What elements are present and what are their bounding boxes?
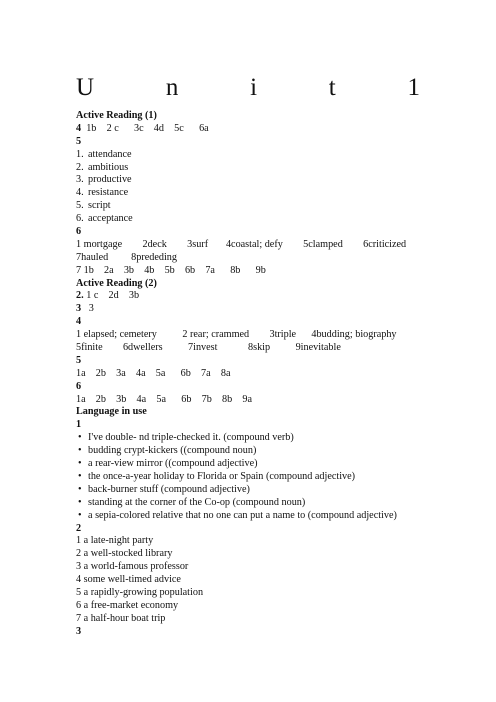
answer-line <box>76 535 420 548</box>
line-text: 1 elapsed; cemetery 2 rear; crammed 3triple 4budding; biography <box>76 329 397 341</box>
line-text: 3 <box>81 303 94 315</box>
line-text: resistance <box>88 187 129 199</box>
answer-line <box>76 149 420 162</box>
title-letter: i <box>250 74 258 101</box>
answer-line <box>76 187 420 200</box>
exercise-number: 6 <box>76 380 82 392</box>
line-text: 7 1b 2a 3b 4b 5b 6b 7a 8b 9b <box>76 264 266 276</box>
line-text: 5finite 6dwellers 7invest 8skip 9inevitable <box>76 342 341 354</box>
item-number: 6. <box>76 213 84 225</box>
line-text: 4 some well-timed advice <box>76 574 181 586</box>
line-text: attendance <box>88 148 132 160</box>
bullet-icon: • <box>78 483 82 495</box>
line-text: I've double- nd triple-checked it. (compound verb) <box>88 432 294 444</box>
line-text: productive <box>88 174 132 186</box>
answer-line <box>76 458 420 471</box>
answer-line <box>76 497 420 510</box>
bullet-icon: • <box>78 445 82 457</box>
item-number: 2. <box>76 161 84 173</box>
exercise-number: 2. <box>76 290 84 302</box>
answer-line <box>76 200 420 213</box>
answer-line <box>76 123 420 136</box>
bullet-icon: • <box>78 458 82 470</box>
bullet-icon: • <box>78 432 82 444</box>
exercise-number: 4 <box>76 122 82 134</box>
exercise-number: 5 <box>76 135 82 147</box>
answer-line <box>76 329 420 342</box>
line-text: budding crypt-kickers ((compound noun) <box>88 445 257 457</box>
answer-line <box>76 162 420 175</box>
line-text: 1b 2 c 3c 4d 5c 6a <box>81 122 209 134</box>
answer-line <box>76 484 420 497</box>
exercise-number: 4 <box>76 316 82 328</box>
item-number: 1. <box>76 148 84 160</box>
bullet-icon: • <box>78 509 82 521</box>
line-text: 1 mortgage 2deck 3surf 4coastal; defy 5clamped 6criticized <box>76 238 407 250</box>
bullet-icon: • <box>78 470 82 482</box>
answer-line <box>76 174 420 187</box>
line-text: 1 c 2d 3b <box>83 290 140 302</box>
exercise-number: 3 <box>76 303 82 315</box>
answer-line <box>76 213 420 226</box>
line-text: 2 a well-stocked library <box>76 548 173 560</box>
line-text: acceptance <box>88 213 133 225</box>
line-text: a rear-view mirror ((compound adjective) <box>88 458 258 470</box>
answer-line <box>76 342 420 355</box>
line-text: 1a 2b 3b 4a 5a 6b 7b 8b 9a <box>76 393 252 405</box>
exercise-number: 6 <box>76 226 82 238</box>
item-number: 4. <box>76 187 84 199</box>
bullet-icon: • <box>78 496 82 508</box>
answer-line <box>76 381 420 394</box>
line-text: 1 a late-night party <box>76 535 154 547</box>
line-text: script <box>88 200 111 212</box>
answer-line <box>76 510 420 523</box>
line-text: the once-a-year holiday to Florida or Spain (compound adjective) <box>88 470 356 482</box>
answer-line <box>76 600 420 613</box>
title-letter: 1 <box>407 74 420 101</box>
answer-line <box>76 587 420 600</box>
answer-line <box>76 574 420 587</box>
line-text: 5 a rapidly-growing population <box>76 586 204 598</box>
line-text: ambitious <box>88 161 129 173</box>
answer-line <box>76 355 420 368</box>
unit-title <box>76 74 420 102</box>
exercise-number: 1 <box>76 419 82 431</box>
answer-line <box>76 252 420 265</box>
answer-line <box>76 419 420 432</box>
line-text: 1a 2b 3a 4a 5a 6b 7a 8a <box>76 367 231 379</box>
answer-line <box>76 303 420 316</box>
line-text: standing at the corner of the Co-op (compound noun) <box>88 496 306 508</box>
answer-line <box>76 548 420 561</box>
line-text: 7hauled 8prededing <box>76 251 177 263</box>
line-text: 7 a half-hour boat trip <box>76 612 166 624</box>
line-text: back-burner stuff (compound adjective) <box>88 483 250 495</box>
line-text: Active Reading (1) <box>76 110 157 121</box>
exercise-number: 5 <box>76 354 82 366</box>
answer-line <box>76 394 420 407</box>
section-heading <box>76 406 420 419</box>
answer-line <box>76 290 420 303</box>
answer-line <box>76 239 420 252</box>
answer-line <box>76 265 420 278</box>
line-text: Active Reading (2) <box>76 277 157 289</box>
answer-line <box>76 471 420 484</box>
item-number: 5. <box>76 200 84 212</box>
line-text: 3 a world-famous professor <box>76 561 189 573</box>
exercise-number: 2 <box>76 522 82 534</box>
title-letter: U <box>76 74 95 101</box>
item-number: 3. <box>76 174 84 186</box>
answer-line <box>76 445 420 458</box>
line-text: 6 a free-market economy <box>76 599 179 611</box>
section-heading <box>76 278 420 291</box>
answer-line <box>76 626 420 639</box>
title-letter: t <box>328 74 336 101</box>
answer-line <box>76 561 420 574</box>
answer-line <box>76 368 420 381</box>
answer-line <box>76 136 420 149</box>
answer-line <box>76 613 420 626</box>
answer-line <box>76 226 420 239</box>
answer-line <box>76 432 420 445</box>
line-text: Language in use <box>76 406 147 418</box>
title-letter: n <box>165 74 179 101</box>
answer-line <box>76 316 420 329</box>
section-heading <box>76 110 420 123</box>
exercise-number: 3 <box>76 625 82 637</box>
line-text: a sepia-colored relative that no one can put a name to (compound adjective) <box>88 509 397 521</box>
answer-line <box>76 523 420 536</box>
answer-key-content <box>76 110 420 639</box>
